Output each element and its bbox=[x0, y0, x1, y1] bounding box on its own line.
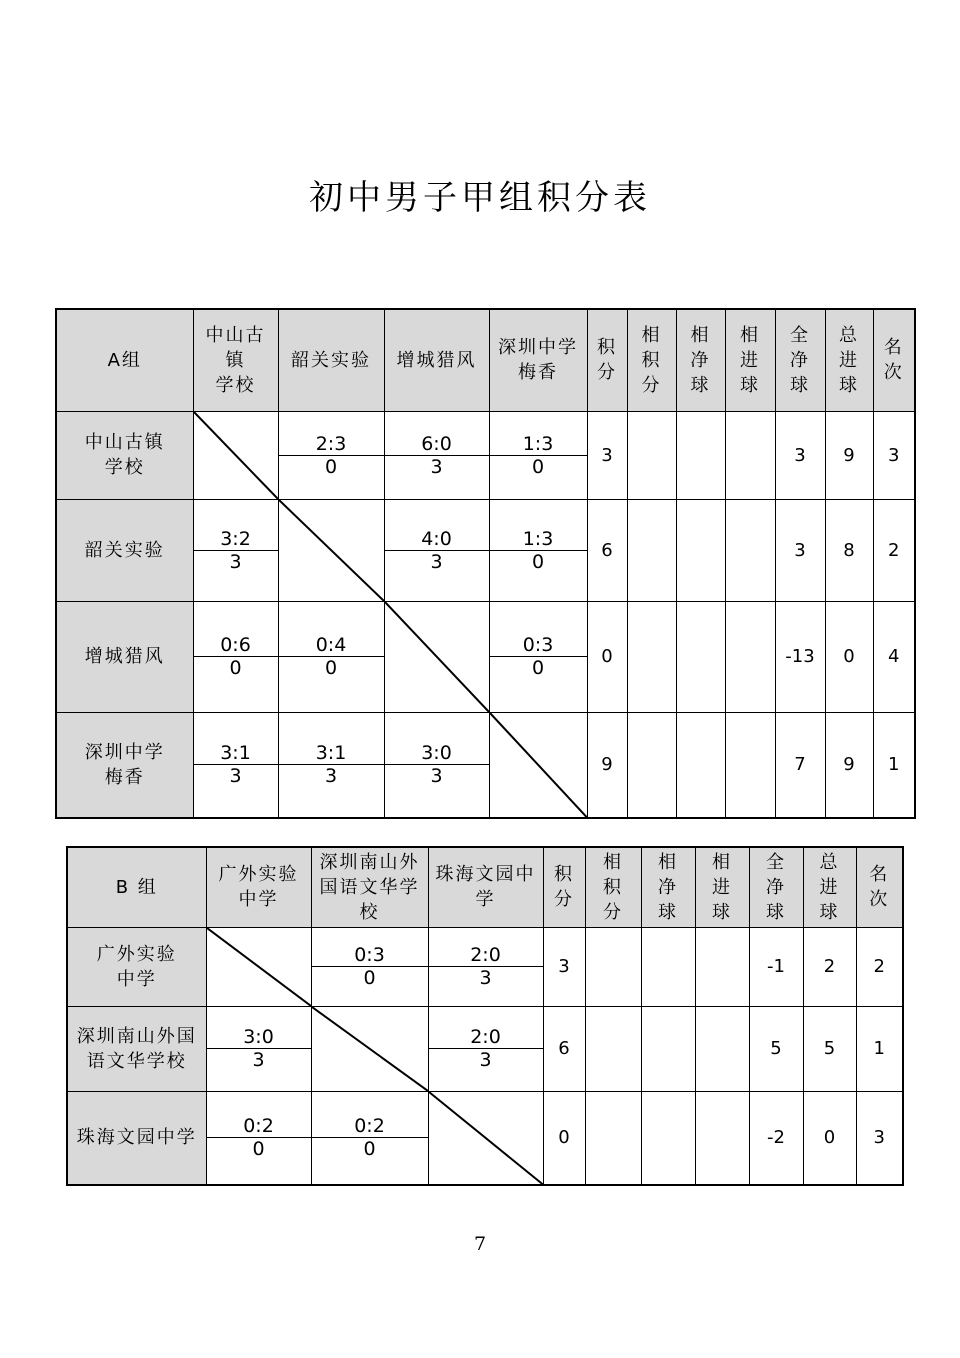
team-name: 深圳中学 梅香 bbox=[84, 741, 165, 788]
total-goals-cell: 9 bbox=[825, 712, 873, 818]
match-result-cell bbox=[278, 411, 384, 499]
net-goals-cell: 5 bbox=[749, 1006, 803, 1091]
group-a-header-row bbox=[56, 309, 915, 411]
header-cell: 积 分 bbox=[587, 309, 627, 411]
group-b-header-row bbox=[67, 847, 903, 927]
header-cell: 增城猎风 bbox=[384, 309, 489, 411]
total-points-cell: 6 bbox=[543, 1006, 585, 1091]
diagonal-line bbox=[312, 1007, 428, 1091]
match-score: 0:4 bbox=[315, 634, 347, 656]
self-match-diagonal-cell bbox=[206, 927, 311, 1006]
relative-net-goals-cell bbox=[676, 499, 725, 601]
total-points-cell: 0 bbox=[543, 1091, 585, 1185]
self-match-diagonal-cell bbox=[193, 411, 278, 499]
match-points: 0 bbox=[531, 657, 545, 679]
self-match-diagonal-cell bbox=[311, 1006, 428, 1091]
total-goals-cell: 0 bbox=[825, 601, 873, 712]
total-goals-cell: 5 bbox=[803, 1006, 856, 1091]
net-goals-cell: 3 bbox=[775, 411, 825, 499]
match-points: 3 bbox=[229, 765, 242, 788]
header-cell: 相 积 分 bbox=[585, 847, 641, 927]
rank-cell: 1 bbox=[873, 712, 915, 818]
match-result-cell bbox=[193, 712, 278, 818]
match-result-cell bbox=[278, 601, 384, 712]
relative-goals-cell bbox=[725, 712, 775, 818]
match-points: 3 bbox=[229, 550, 242, 573]
header-cell: 全 净 球 bbox=[749, 847, 803, 927]
match-points: 0 bbox=[363, 967, 376, 989]
net-goals-cell: 3 bbox=[775, 499, 825, 601]
rank-cell: 2 bbox=[873, 499, 915, 601]
team-row bbox=[67, 927, 903, 1006]
net-goals-cell: 7 bbox=[775, 712, 825, 818]
match-score: 2:0 bbox=[470, 944, 501, 966]
team-name-cell bbox=[67, 1006, 206, 1091]
team-name-cell bbox=[56, 499, 193, 601]
team-row bbox=[67, 1091, 903, 1185]
diagonal-line bbox=[207, 928, 311, 1006]
total-points-cell: 6 bbox=[587, 499, 627, 601]
diagonal-line bbox=[385, 602, 489, 712]
team-row bbox=[56, 499, 915, 601]
match-result-cell bbox=[278, 712, 384, 818]
header-cell: 名 次 bbox=[856, 847, 903, 927]
diagonal-line bbox=[429, 1092, 543, 1185]
match-score: 0:3 bbox=[354, 944, 385, 966]
header-cell: 总 进 球 bbox=[825, 309, 873, 411]
relative-points-cell bbox=[585, 1091, 641, 1185]
match-score: 1:3 bbox=[522, 527, 554, 550]
team-row bbox=[56, 601, 915, 712]
total-points-cell: 3 bbox=[587, 411, 627, 499]
self-match-diagonal-cell bbox=[428, 1091, 543, 1185]
match-score: 0:6 bbox=[220, 634, 251, 656]
match-score: 0:2 bbox=[354, 1115, 385, 1138]
total-points-cell: 0 bbox=[587, 601, 627, 712]
group-b-standings-table bbox=[66, 846, 904, 1186]
match-score: 3:1 bbox=[220, 742, 251, 765]
header-cell: 相 进 球 bbox=[725, 309, 775, 411]
header-cell: 韶关实验 bbox=[278, 309, 384, 411]
header-cell: 名 次 bbox=[873, 309, 915, 411]
header-cell: 相 积 分 bbox=[627, 309, 676, 411]
team-name: 中山古镇 学校 bbox=[84, 432, 165, 478]
diagonal-line bbox=[194, 412, 278, 499]
team-name-cell bbox=[56, 601, 193, 712]
match-points: 0 bbox=[229, 657, 242, 679]
match-result-cell bbox=[193, 499, 278, 601]
match-result-cell bbox=[428, 1006, 543, 1091]
total-goals-cell: 9 bbox=[825, 411, 873, 499]
match-score: 0:3 bbox=[522, 634, 554, 656]
rank-cell: 3 bbox=[856, 1091, 903, 1185]
rank-cell: 2 bbox=[856, 927, 903, 1006]
relative-points-cell bbox=[627, 499, 676, 601]
match-score: 2:0 bbox=[470, 1026, 501, 1048]
match-result-cell bbox=[311, 1091, 428, 1185]
match-score: 2:3 bbox=[315, 432, 347, 455]
header-cell: 广外实验 中学 bbox=[206, 847, 311, 927]
relative-net-goals-cell bbox=[676, 601, 725, 712]
match-result-cell bbox=[489, 411, 587, 499]
match-result-cell bbox=[428, 927, 543, 1006]
match-result-cell bbox=[384, 499, 489, 601]
match-result-cell bbox=[489, 601, 587, 712]
rank-cell: 3 bbox=[873, 411, 915, 499]
header-cell: A组 bbox=[56, 309, 193, 411]
diagonal-line bbox=[490, 713, 587, 818]
team-name: 韶关实验 bbox=[84, 539, 165, 561]
match-points: 0 bbox=[324, 455, 338, 478]
self-match-diagonal-cell bbox=[278, 499, 384, 601]
net-goals-cell: -1 bbox=[749, 927, 803, 1006]
team-name-cell bbox=[67, 1091, 206, 1185]
rank-cell: 1 bbox=[856, 1006, 903, 1091]
page-title: 初中男子甲组积分表 bbox=[309, 178, 651, 218]
relative-goals-cell bbox=[725, 411, 775, 499]
team-name: 珠海文园中学 bbox=[76, 1127, 197, 1149]
match-points: 3 bbox=[479, 967, 492, 989]
relative-points-cell bbox=[627, 601, 676, 712]
match-score: 4:0 bbox=[421, 527, 452, 550]
relative-net-goals-cell bbox=[641, 1006, 695, 1091]
relative-points-cell bbox=[627, 411, 676, 499]
team-name-cell bbox=[67, 927, 206, 1006]
match-score: 1:3 bbox=[522, 432, 554, 455]
match-score: 3:1 bbox=[315, 742, 347, 765]
total-goals-cell: 0 bbox=[803, 1091, 856, 1185]
relative-goals-cell bbox=[725, 601, 775, 712]
match-points: 3 bbox=[430, 455, 443, 478]
total-points-cell: 3 bbox=[543, 927, 585, 1006]
team-name: 增城猎风 bbox=[84, 646, 165, 667]
match-result-cell bbox=[384, 411, 489, 499]
relative-net-goals-cell bbox=[676, 712, 725, 818]
match-points: 0 bbox=[531, 455, 545, 478]
match-points: 3 bbox=[430, 550, 443, 573]
relative-goals-cell bbox=[725, 499, 775, 601]
match-points: 3 bbox=[324, 765, 338, 788]
rank-cell: 4 bbox=[873, 601, 915, 712]
relative-goals-cell bbox=[695, 1006, 749, 1091]
total-goals-cell: 8 bbox=[825, 499, 873, 601]
team-row bbox=[56, 712, 915, 818]
self-match-diagonal-cell bbox=[489, 712, 587, 818]
header-cell: 相 净 球 bbox=[641, 847, 695, 927]
header-cell: 深圳中学 梅香 bbox=[489, 309, 587, 411]
total-goals-cell: 2 bbox=[803, 927, 856, 1006]
match-points: 0 bbox=[324, 657, 338, 679]
header-cell: 中山古 镇 学校 bbox=[193, 309, 278, 411]
relative-goals-cell bbox=[695, 1091, 749, 1185]
group-a-standings-table bbox=[55, 308, 916, 819]
page-number: 7 bbox=[473, 1233, 487, 1255]
team-row bbox=[67, 1006, 903, 1091]
net-goals-cell: -2 bbox=[749, 1091, 803, 1185]
match-score: 3:0 bbox=[421, 742, 452, 765]
match-score: 3:0 bbox=[243, 1026, 274, 1048]
match-points: 3 bbox=[430, 765, 443, 788]
match-points: 3 bbox=[479, 1049, 492, 1071]
relative-net-goals-cell bbox=[641, 927, 695, 1006]
team-name: 深圳南山外国 语文华学校 bbox=[76, 1025, 197, 1072]
header-cell: 相 净 球 bbox=[676, 309, 725, 411]
match-result-cell bbox=[384, 712, 489, 818]
match-score: 6:0 bbox=[421, 432, 452, 455]
match-result-cell bbox=[206, 1006, 311, 1091]
match-result-cell bbox=[206, 1091, 311, 1185]
match-points: 0 bbox=[252, 1138, 265, 1161]
total-points-cell: 9 bbox=[587, 712, 627, 818]
header-cell: 深圳南山外 国语文华学 校 bbox=[311, 847, 428, 927]
relative-net-goals-cell bbox=[676, 411, 725, 499]
net-goals-cell: -13 bbox=[775, 601, 825, 712]
self-match-diagonal-cell bbox=[384, 601, 489, 712]
match-points: 0 bbox=[363, 1138, 376, 1161]
match-score: 0:2 bbox=[243, 1115, 274, 1138]
match-result-cell bbox=[489, 499, 587, 601]
relative-net-goals-cell bbox=[641, 1091, 695, 1185]
header-cell: 总 进 球 bbox=[803, 847, 856, 927]
team-name-cell bbox=[56, 712, 193, 818]
header-cell: B 组 bbox=[67, 847, 206, 927]
match-points: 0 bbox=[531, 550, 545, 573]
header-cell: 积 分 bbox=[543, 847, 585, 927]
match-score: 3:2 bbox=[220, 527, 251, 550]
match-result-cell bbox=[311, 927, 428, 1006]
team-name: 广外实验 中学 bbox=[96, 943, 177, 990]
diagonal-line bbox=[279, 500, 384, 601]
header-cell: 全 净 球 bbox=[775, 309, 825, 411]
relative-goals-cell bbox=[695, 927, 749, 1006]
relative-points-cell bbox=[585, 927, 641, 1006]
team-row bbox=[56, 411, 915, 499]
header-cell: 相 进 球 bbox=[695, 847, 749, 927]
match-result-cell bbox=[193, 601, 278, 712]
relative-points-cell bbox=[585, 1006, 641, 1091]
match-points: 3 bbox=[252, 1049, 265, 1071]
team-name-cell bbox=[56, 411, 193, 499]
header-cell: 珠海文园中 学 bbox=[428, 847, 543, 927]
relative-points-cell bbox=[627, 712, 676, 818]
